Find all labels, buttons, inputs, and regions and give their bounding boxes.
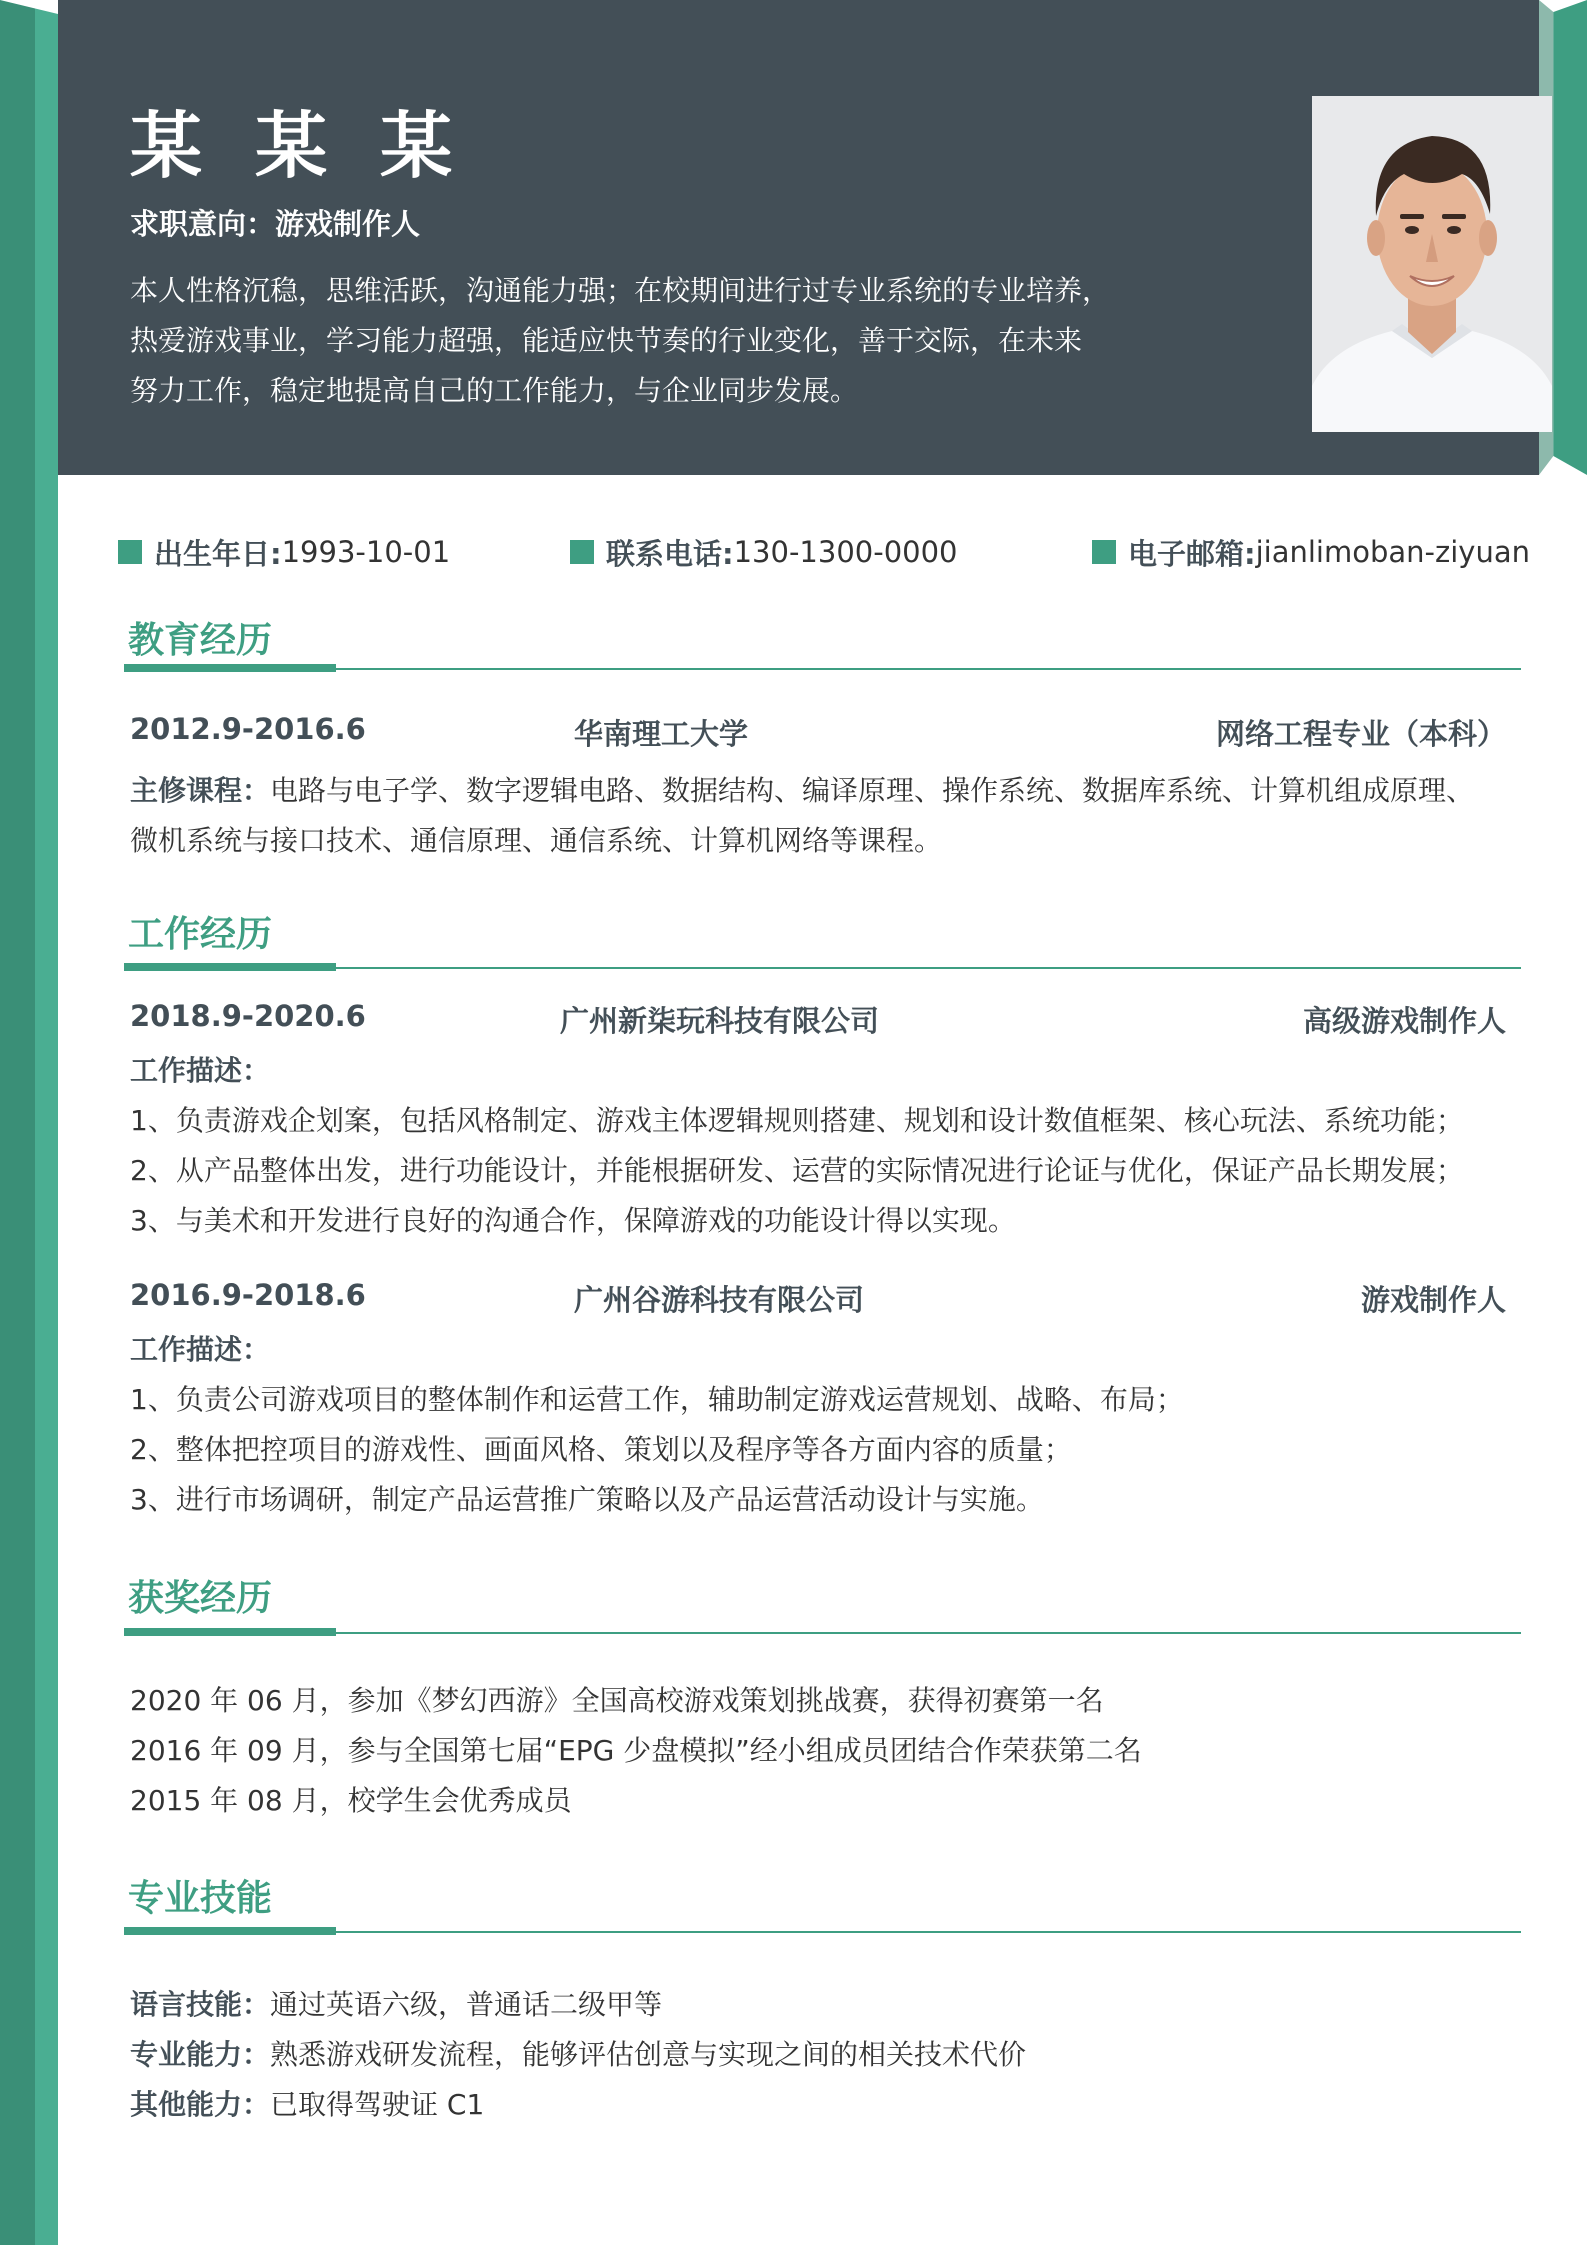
- section-divider-accent: [124, 664, 336, 672]
- awards-list: [130, 1676, 1530, 1826]
- skill-label: 其他能力：: [130, 2088, 271, 2121]
- info-phone: [570, 532, 958, 572]
- skill-item: [130, 1980, 1530, 2030]
- job-row: [130, 999, 1506, 1039]
- square-bullet-icon: [1092, 540, 1116, 564]
- birth-label: 出生年日:: [154, 536, 282, 571]
- job-desc-item: 1、负责游戏企划案，包括风格制定、游戏主体逻辑规则搭建、规划和设计数值框架、核心玩法、系统功能；: [130, 1104, 1464, 1137]
- education-row: [130, 712, 1506, 752]
- award-item: 2016 年 09 月，参与全国第七届“EPG 少盘模拟”经小组成员团结合作荣获第二名: [130, 1734, 1142, 1767]
- job-desc-label: 工作描述：: [130, 1333, 271, 1366]
- person-portrait-icon: [1312, 96, 1552, 432]
- section-title-work: 工作经历: [128, 914, 273, 955]
- job-role: 游戏制作人: [1360, 1283, 1506, 1317]
- phone-value: 130-1300-0000: [733, 535, 958, 569]
- square-bullet-icon: [118, 540, 142, 564]
- info-birth: [118, 532, 450, 572]
- job-period: 2016.9-2018.6: [130, 1278, 366, 1312]
- self-summary: [130, 266, 1160, 416]
- section-title-awards: 获奖经历: [128, 1578, 273, 1619]
- skill-label: 语言技能：: [130, 1988, 271, 2021]
- education-courses: [130, 766, 1530, 866]
- section-divider-accent: [124, 1927, 336, 1935]
- section-title-education: 教育经历: [128, 620, 273, 661]
- header-banner: [58, 0, 1539, 475]
- job-desc-item: 1、负责公司游戏项目的整体制作和运营工作，辅助制定游戏运营规划、战略、布局；: [130, 1383, 1184, 1416]
- profile-photo: [1312, 96, 1552, 432]
- job-desc-item: 2、从产品整体出发，进行功能设计，并能根据研发、运营的实际情况进行论证与优化，保证产品长期发展；: [130, 1154, 1464, 1187]
- courses-line: 微机系统与接口技术、通信原理、通信系统、计算机网络等课程。: [130, 824, 943, 857]
- job-row: [130, 1278, 1506, 1318]
- skill-value: 通过英语六级，普通话二级甲等: [270, 1988, 663, 2021]
- job-description: [130, 1325, 1530, 1525]
- birth-value: 1993-10-01: [281, 535, 451, 569]
- award-item: 2015 年 08 月，校学生会优秀成员: [130, 1784, 572, 1817]
- summary-line: 本人性格沉稳，思维活跃，沟通能力强；在校期间进行过专业系统的专业培养，: [130, 274, 1111, 307]
- education-period: 2012.9-2016.6: [130, 712, 366, 746]
- job-role: 高级游戏制作人: [1302, 1004, 1506, 1038]
- job-company: 广州谷游科技有限公司: [574, 1283, 865, 1317]
- info-email: [1092, 532, 1530, 572]
- award-item: 2020 年 06 月，参加《梦幻西游》全国高校游戏策划挑战赛，获得初赛第一名: [130, 1684, 1104, 1717]
- section-title-skills: 专业技能: [128, 1878, 273, 1919]
- skill-item: [130, 2080, 1530, 2130]
- skills-list: [130, 1980, 1530, 2130]
- square-bullet-icon: [570, 540, 594, 564]
- left-accent-bar: [0, 0, 58, 2245]
- summary-line: 努力工作，稳定地提高自己的工作能力，与企业同步发展。: [130, 374, 859, 407]
- courses-line: 电路与电子学、数字逻辑电路、数据结构、编译原理、操作系统、数据库系统、计算机组成原理、: [270, 774, 1475, 807]
- summary-line: 热爱游戏事业，学习能力超强，能适应快节奏的行业变化，善于交际，在未来: [130, 324, 1083, 357]
- education-major: 网络工程专业（本科）: [1215, 717, 1506, 751]
- education-school: 华南理工大学: [574, 717, 749, 751]
- job-period: 2018.9-2020.6: [130, 999, 366, 1033]
- email-label: 电子邮箱:: [1128, 536, 1256, 571]
- skill-value: 熟悉游戏研发流程，能够评估创意与实现之间的相关技术代价: [270, 2038, 1027, 2071]
- candidate-name: 某 某 某: [130, 104, 467, 188]
- job-description: [130, 1046, 1530, 1246]
- job-desc-label: 工作描述：: [130, 1054, 271, 1087]
- section-divider-accent: [124, 1628, 336, 1636]
- job-company: 广州新柒玩科技有限公司: [560, 1004, 880, 1038]
- skill-value: 已取得驾驶证 C1: [270, 2088, 485, 2121]
- courses-label: 主修课程：: [130, 774, 271, 807]
- job-desc-item: 3、与美术和开发进行良好的沟通合作，保障游戏的功能设计得以实现。: [130, 1204, 1016, 1237]
- job-desc-item: 2、整体把控项目的游戏性、画面风格、策划以及程序等各方面内容的质量；: [130, 1433, 1072, 1466]
- section-divider-accent: [124, 963, 336, 971]
- email-value: jianlimoban-ziyuan: [1255, 535, 1530, 569]
- job-desc-item: 3、进行市场调研，制定产品运营推广策略以及产品运营活动设计与实施。: [130, 1483, 1044, 1516]
- job-objective: 求职意向：游戏制作人: [130, 207, 421, 241]
- phone-label: 联系电话:: [606, 536, 734, 571]
- skill-item: [130, 2030, 1530, 2080]
- skill-label: 专业能力：: [130, 2038, 271, 2071]
